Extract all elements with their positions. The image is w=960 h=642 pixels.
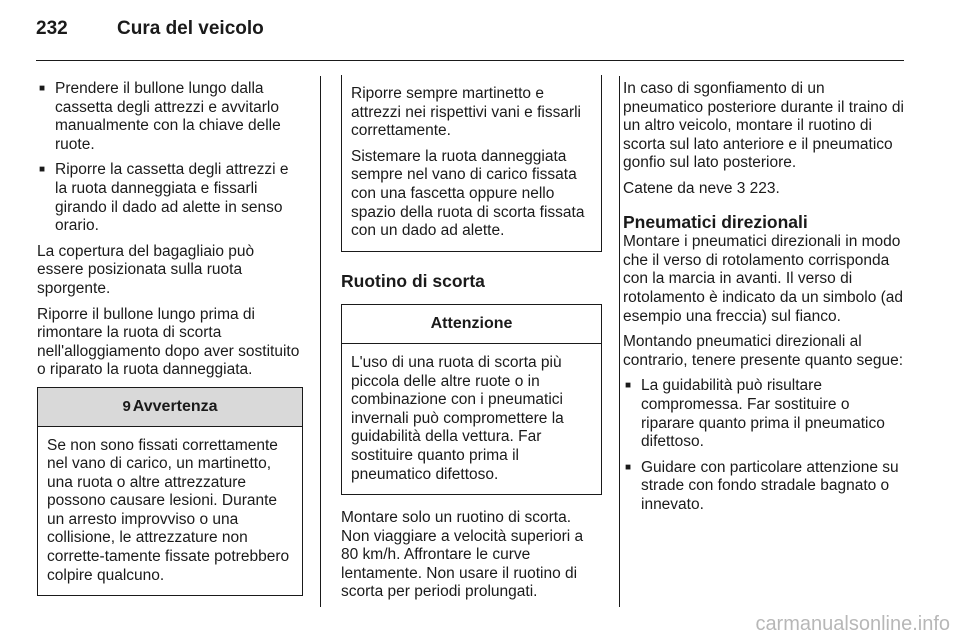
page-header xyxy=(0,0,960,64)
paragraph: In caso di sgonfiamento di un pneumatico posteriore durante il traino di un altro veicolo, montare il ruotino di scorta sul lato anteriore e il pneumatico gonfio sul lato posteriore. xyxy=(623,80,904,172)
paragraph: Catene da neve 3 223. xyxy=(623,179,780,197)
section-heading: Pneumatici direzionali xyxy=(623,211,808,232)
warning-box-body xyxy=(38,427,302,596)
warning-text: Sistemare la ruota danneggiata sempre nel vano di carico fissata con una fascetta oppure nello spazio della ruota di scorta fissata con un dado ad alette. xyxy=(351,147,585,240)
warning-icon: 9 xyxy=(122,397,131,415)
list-item: ■ Guidare con particolare attenzione su strade con fondo stradale bagnato o innevato. xyxy=(623,459,907,515)
bullet-list xyxy=(623,377,907,514)
warning-text: Se non sono fissati correttamente nel vano di carico, un martinetto, una ruota o altre attrezzature possono causare lesioni. Durante un arresto improvviso o una collisione, le attrezzature non corrette-tamente fissate potrebbero colpire qualcuno. xyxy=(47,436,290,584)
list-item: ■ La guidabilità può risultare compromessa. Far sostituire o riparare quanto prima il pneumatico difettoso. xyxy=(623,377,907,451)
attention-box-header: Attenzione xyxy=(342,305,601,344)
warning-box-continued xyxy=(341,75,602,252)
page-title: Cura del veicolo xyxy=(117,18,264,39)
warning-box-header xyxy=(38,388,302,427)
attention-box-body xyxy=(342,344,601,494)
paragraph: Montare i pneumatici direzionali in modo che il verso di rotolamento corrisponda con la marcia in avanti. Il verso di rotolamento è indicato da un simbolo (ad esempio una freccia) sul fianco. xyxy=(623,233,904,325)
header-rule xyxy=(36,60,904,61)
section-heading: Ruotino di scorta xyxy=(341,270,485,291)
warning-text: Riporre sempre martinetto e attrezzi nei rispettivi vani e fissarli correttamente. xyxy=(351,85,581,140)
warning-box-body xyxy=(342,75,601,251)
paragraph: Montare solo un ruotino di scorta. Non viaggiare a velocità superiori a 80 km/h. Affrontare le curve lentamente. Non usare il ruotino di scorta per periodi prolungati. xyxy=(341,509,584,601)
paragraph: La copertura del bagagliaio può essere posizionata sulla ruota sporgente. xyxy=(37,242,255,297)
bullet-list xyxy=(37,80,303,236)
column-divider xyxy=(320,76,321,607)
attention-text: L'uso di una ruota di scorta più piccola delle altre ruote o in combinazione con i pneumatici invernali può compromettere la guidabilità della vettura. Far sostituire quanto prima il pneumatico difettoso. xyxy=(351,353,564,483)
column-divider xyxy=(619,76,620,607)
list-item: ■ Prendere il bullone lungo dalla cassetta degli attrezzi e avvitarlo manualmente con la chiave delle ruote. xyxy=(37,80,303,154)
warning-title: Avvertenza xyxy=(132,397,218,415)
list-item: ■ Riporre la cassetta degli attrezzi e la ruota danneggiata e fissarli girando il dado ad alette in senso orario. xyxy=(37,161,303,235)
warning-box xyxy=(37,387,303,596)
watermark-link[interactable]: carmanualsonline.info xyxy=(755,613,950,636)
paragraph: Montando pneumatici direzionali al contrario, tenere presente quanto segue: xyxy=(623,333,904,369)
page-number: 232 xyxy=(36,18,68,39)
column-right xyxy=(623,80,907,521)
column-middle xyxy=(341,75,602,609)
column-left xyxy=(37,80,303,596)
paragraph: Riporre il bullone lungo prima di rimontare la ruota di scorta nell'alloggiamento dopo aver sostituito o riparato la ruota danneggiata. xyxy=(37,305,300,379)
attention-box xyxy=(341,304,602,495)
